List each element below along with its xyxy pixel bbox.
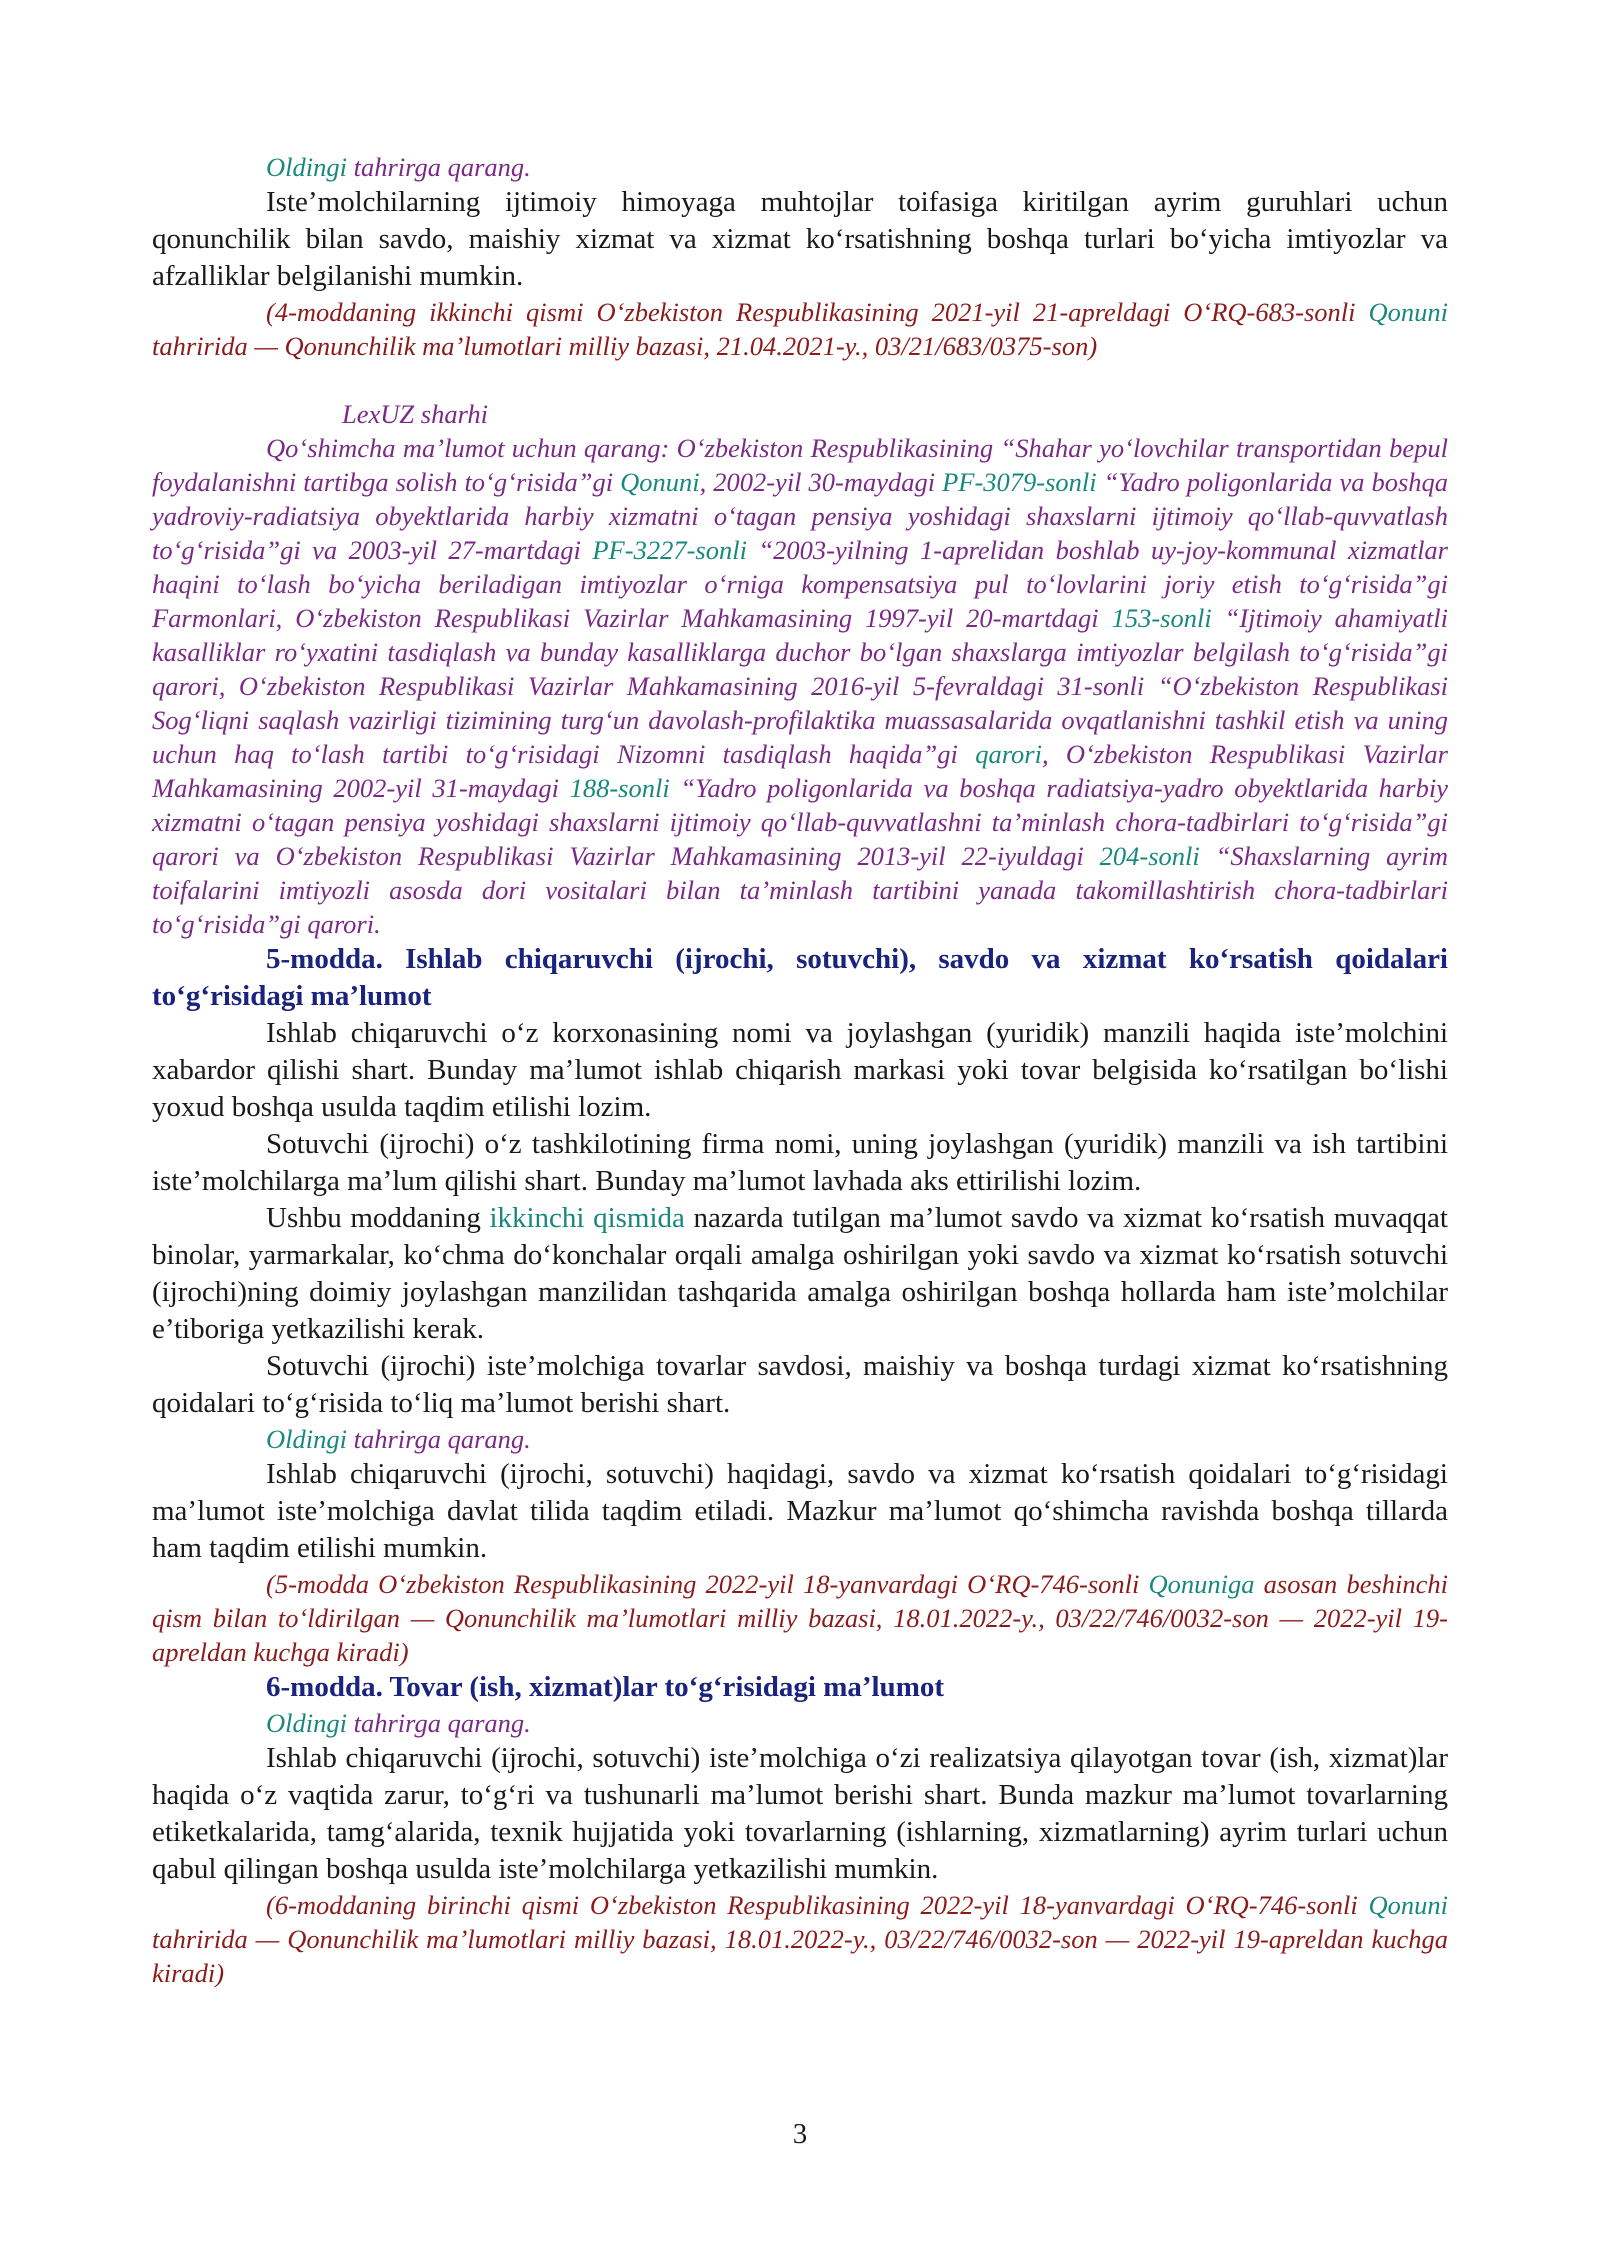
- page-number: 3: [792, 2118, 808, 2150]
- paragraph: Sotuvchi (ijrochi) iste’molchiga tovarlar savdosi, maishiy va boshqa turdagi xizmat ko‘rsatishning qoidalari to‘g‘risida to‘liq ma’lumot berishi shart.: [152, 1350, 1448, 1419]
- amendment-note: [152, 1888, 1448, 1990]
- amendment-note-text: tahririda — Qonunchilik ma’lumotlari milliy bazasi, 18.01.2022-y., 03/22/746/0032-son — 2022-yil 19-apreldan kuchga kiradi): [152, 1924, 1448, 1988]
- paragraph-text: Ushbu moddaning: [266, 1202, 490, 1234]
- article-5-heading: 5-modda. Ishlab chiqaruvchi (ijrochi, sotuvchi), savdo va xizmat ko‘rsatish qoidalari to‘g‘risidagi ma’lumot: [152, 943, 1448, 1012]
- lexuz-text: “Yadro poligonlarida va boshqa yadroviy-radiatsiya obyektlarida harbiy xizmatni o‘tagan pensiya yoshidagi shaxslarni ijtimoiy qo‘llab-quvvatlash to‘g‘risida”gi va 2003-yil 27-martdagi: [152, 467, 1449, 565]
- lexuz-comment-title: LexUZ sharhi: [342, 399, 489, 429]
- law-link[interactable]: Qonuni: [1368, 1890, 1448, 1920]
- decree-link[interactable]: PF-3079-sonli: [942, 467, 1097, 497]
- previous-edition-text: tahrirga qarang.: [346, 1708, 531, 1738]
- paragraph: [152, 1200, 1448, 1348]
- law-link[interactable]: Qonuni: [1368, 297, 1448, 327]
- previous-edition-link[interactable]: Oldingi: [266, 1424, 347, 1454]
- part-two-link[interactable]: ikkinchi qismida: [489, 1202, 685, 1234]
- document-page: [152, 150, 1448, 1990]
- lexuz-text: “Shaxslarning ayrim toifalarini imtiyozli asosda dori vositalari bilan ta’minlash tartibini yanada takomillashtirish chora-tadbirlari to‘g‘risida”gi qarori.: [152, 841, 1448, 939]
- lexuz-text: Qo‘shimcha ma’lumot uchun qarang: O‘zbekiston Respublikasining “Shahar yo‘lovchilar transportidan bepul foydalanishni tartibga solish to‘g‘risida”gi: [152, 433, 1448, 497]
- amendment-note: [152, 295, 1448, 363]
- resolution-link[interactable]: 204-sonli: [1099, 841, 1200, 871]
- resolution-link[interactable]: qarori: [975, 739, 1042, 769]
- previous-edition-link[interactable]: Oldingi: [266, 152, 347, 182]
- paragraph: Ishlab chiqaruvchi (ijrochi, sotuvchi) haqidagi, savdo va xizmat ko‘rsatish qoidalari to‘g‘risidagi ma’lumot iste’molchiga davlat tilida taqdim etiladi. Mazkur ma’lumot qo‘shimcha ravishda boshqa tillarda ham taqdim etilishi mumkin.: [152, 1458, 1448, 1564]
- amendment-note-text: asosan beshinchi qism bilan to‘ldirilgan — Qonunchilik ma’lumotlari milliy bazasi, 18.01.2022-y., 03/22/746/0032-son — 2022-yil 19-apreldan kuchga kiradi): [152, 1569, 1448, 1667]
- article-6-heading: 6-modda. Tovar (ish, xizmat)lar to‘g‘risidagi ma’lumot: [266, 1671, 945, 1703]
- lexuz-text: “Yadro poligonlarida va boshqa radiatsiya-yadro obyektlarida harbiy xizmatni o‘tagan pensiya yoshidagi shaxslarni ijtimoiy qo‘llab-quvvatlashni ta’minlash chora-tadbirlari to‘g‘risida”gi qarori va O‘zbekiston Respublikasi Vazirlar Mahkamasining 2013-yil 22-iyuldagi: [152, 773, 1448, 871]
- paragraph: Iste’molchilarning ijtimoiy himoyaga muhtojlar toifasiga kiritilgan ayrim guruhlari uchun qonunchilik bilan savdo, maishiy xizmat va xizmat ko‘rsatishning boshqa turlari bo‘yicha imtiyozlar va afzalliklar belgilanishi mumkin.: [152, 186, 1448, 292]
- previous-edition-text: tahrirga qarang.: [346, 152, 531, 182]
- amendment-note-text: (5-modda O‘zbekiston Respublikasining 2022-yil 18-yanvardagi O‘RQ-746-sonli: [266, 1569, 1149, 1599]
- amendment-note-text: tahririda — Qonunchilik ma’lumotlari milliy bazasi, 21.04.2021-y., 03/21/683/0375-son): [152, 331, 1098, 361]
- lexuz-text: “Ijtimoiy ahamiyatli kasalliklar ro‘yxatini tasdiqlash va bunday kasalliklarga duchor bo‘lgan shaxslarga imtiyozlar belgilash to‘g‘risida”gi qarori, O‘zbekiston Respublikasi Vazirlar Mahkamasining 2016-yil 5-fevraldagi 31-sonli “O‘zbekiston Respublikasi Sog‘liqni saqlash vazirligi tizimining turg‘un davolash-profilaktika muassasalarida ovqatlanishni tashkil etish va uning uchun haq to‘lash tartibi to‘g‘risidagi Nizomni tasdiqlash haqida”gi: [152, 603, 1448, 769]
- previous-edition-text: tahrirga qarang.: [346, 1424, 531, 1454]
- law-link[interactable]: Qonuniga: [1148, 1569, 1255, 1599]
- paragraph-text: nazarda tutilgan ma’lumot savdo va xizmat ko‘rsatish muvaqqat binolar, yarmarkalar, ko‘chma do‘konchalar orqali amalga oshirilgan yoki savdo va xizmat ko‘rsatish sotuvchi (ijrochi)ning doimiy joylashgan manzilidan tashqarida amalga oshirilgan boshqa hollarda ham iste’molchilar e’tiboriga yetkazilishi kerak.: [152, 1202, 1448, 1345]
- lexuz-comment: [152, 431, 1448, 941]
- spacer: [152, 363, 1448, 397]
- paragraph: Sotuvchi (ijrochi) o‘z tashkilotining firma nomi, uning joylashgan (yuridik) manzili va ish tartibini iste’molchilarga ma’lum qilishi shart. Bunday ma’lumot lavhada aks ettirilishi lozim.: [152, 1128, 1448, 1197]
- resolution-link[interactable]: 153-sonli: [1111, 603, 1212, 633]
- paragraph: Ishlab chiqaruvchi o‘z korxonasining nomi va joylashgan (yuridik) manzili haqida iste’molchini xabardor qilishi shart. Bunday ma’lumot ishlab chiqarish markasi yoki tovar belgisida ko‘rsatilgan bo‘lishi yoxud boshqa usulda taqdim etilishi lozim.: [152, 1017, 1448, 1123]
- decree-link[interactable]: PF-3227-sonli: [592, 535, 747, 565]
- amendment-note: [152, 1567, 1448, 1669]
- previous-edition-link[interactable]: Oldingi: [266, 1708, 347, 1738]
- resolution-link[interactable]: 188-sonli: [569, 773, 670, 803]
- lexuz-text: , O‘zbekiston Respublikasi Vazirlar Mahkamasining 2002-yil 31-maydagi: [152, 739, 1448, 803]
- previous-edition-note: [152, 1706, 1448, 1740]
- previous-edition-note: [152, 150, 1448, 184]
- lexuz-text: “2003-yilning 1-aprelidan boshlab uy-joy-kommunal xizmatlar haqini to‘lash bo‘yicha beriladigan imtiyozlar o‘rniga kompensatsiya pul to‘lovlarini joriy etish to‘g‘risida”gi Farmonlari, O‘zbekiston Respublikasi Vazirlar Mahkamasining 1997-yil 20-martdagi: [152, 535, 1448, 633]
- previous-edition-note: [152, 1422, 1448, 1456]
- law-link[interactable]: Qonuni: [620, 467, 700, 497]
- lexuz-text: , 2002-yil 30-maydagi: [699, 467, 943, 497]
- amendment-note-text: (4-moddaning ikkinchi qismi O‘zbekiston Respublikasining 2021-yil 21-apreldagi O‘RQ-683-sonli: [266, 297, 1369, 327]
- paragraph: Ishlab chiqaruvchi (ijrochi, sotuvchi) iste’molchiga o‘zi realizatsiya qilayotgan tovar (ish, xizmat)lar haqida o‘z vaqtida zarur, to‘g‘ri va tushunarli ma’lumot berishi shart. Bunda mazkur ma’lumot tovarlarning etiketkalarida, tamg‘alarida, texnik hujjatida yoki tovarlarning (ishlarning, xizmatlarning) ayrim turlari uchun qabul qilingan boshqa usulda iste’molchilarga yetkazilishi mumkin.: [152, 1742, 1448, 1885]
- amendment-note-text: (6-moddaning birinchi qismi O‘zbekiston Respublikasining 2022-yil 18-yanvardagi O‘RQ-746-sonli: [266, 1890, 1369, 1920]
